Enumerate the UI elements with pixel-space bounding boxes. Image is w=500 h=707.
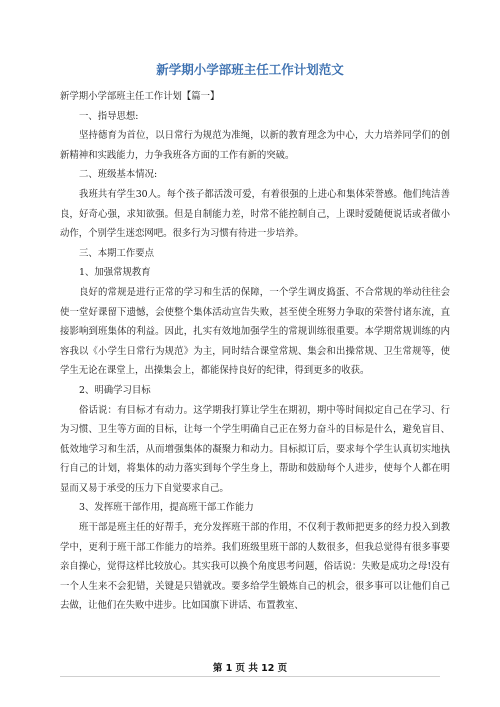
footer-divider: [60, 676, 440, 677]
paragraph: 我班共有学生30人。每个孩子都活泼可爱，有着很强的上进心和集体荣誉感。他们纯洁善良，好奇心强，求知欲强。但是自制能力差，时常不能控制自己，上课时爱随便说话或者做小动作，个别学生迷恋网吧。很多行为习惯有待进一步培养。: [60, 188, 450, 240]
paragraph: 1、加强常规教育: [79, 267, 151, 279]
paragraph: 俗话说：有目标才有动力。这学期我打算让学生在期初，期中等时间拟定自己在学习、行为习惯、卫生等方面的目标，让每一个学生明确自己正在努力奋斗的目标是什么，避免盲目、低效地学习和生活，从而增强集体的凝聚力和动力。目标拟订后，要求每个学生认真切实地执行自己的计划，将集体的动力落实到每个学生身上，帮助和鼓励每个人进步，使每个人都在明显而又易于承受的压力下自觉要求自己。: [60, 404, 450, 494]
paragraph: 良好的常规是进行正常的学习和生活的保障，一个学生调皮捣蛋、不合常规的举动往往会使一堂好课留下遗憾，会使整个集体活动宣告失败，甚至使全班努力争取的荣誉付诸东流，直接影响到班集体的利益。因此，扎实有效地加强学生的常规训练很重要。本学期常规训练的内容我以《小学生日常行为规范》为主，同时结合课堂常规、集会和出操常规、卫生常规等，使学生无论在课堂上，出操集会上，都能保持良好的纪律，得到更多的收获。: [60, 286, 450, 377]
paragraph: 二、班级基本情况:: [79, 169, 158, 181]
paragraph: 一、指导思想:: [79, 110, 139, 122]
paragraph: 3、发挥班干部作用，提高班干部工作能力: [79, 502, 254, 514]
paragraph: 新学期小学部班主任工作计划【篇一】: [60, 91, 220, 102]
document-body: [60, 87, 450, 616]
paragraph: 坚持德育为首位，以日常行为规范为准绳，以新的教育理念为中心，大力培养同学们的创新精神和实践能力，力争我班各方面的工作有新的突破。: [60, 130, 450, 161]
paragraph: 2、明确学习目标: [79, 384, 151, 396]
document-title: 新学期小学部班主任工作计划范文: [156, 62, 344, 77]
paragraph: 班干部是班主任的好帮手，充分发挥班干部的作用，不仅利于教师把更多的经力投入到教学中，更利于班干部工作能力的培养。我们班级里班干部的人数很多，但我总觉得有很多事要亲自操心，觉得这样比较放心。其实我可以换个角度思考问题，俗话说：失败是成功之母!没有一个人生来不会犯错，关键是只错就改。要多给学生锻炼自己的机会，很多事可以让他们自己去做，让他们在失败中进步。比如国旗下讲话、布置教室、: [60, 522, 450, 612]
paragraph: 三、本期工作要点: [79, 247, 155, 259]
page-number: 第 1 页 共 12 页: [212, 663, 288, 674]
